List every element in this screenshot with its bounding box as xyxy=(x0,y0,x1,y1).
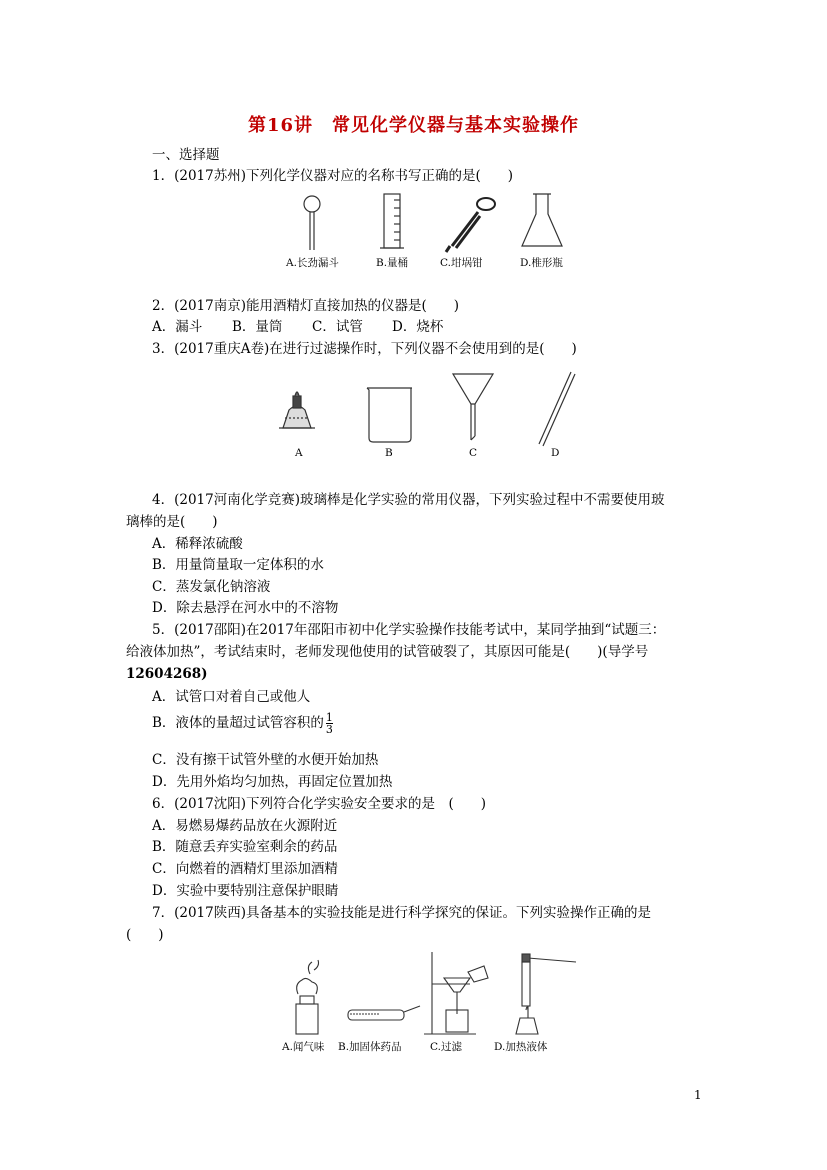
q4-stem-line2: 璃棒的是( ) xyxy=(126,514,218,530)
long-neck-funnel-icon xyxy=(304,196,320,250)
glass-rod-icon xyxy=(539,372,575,446)
q1-label-b: B.量桶 xyxy=(376,257,409,269)
q6-stem: 6．(2017沈阳)下列符合化学实验安全要求的是 ( ) xyxy=(152,796,487,812)
q7-label-a: A.闻气味 xyxy=(282,1041,325,1053)
q1-label-d: D.椎形瓶 xyxy=(520,257,563,269)
q3-label-d: D xyxy=(551,447,560,459)
q4-option-a: A．稀释浓硫酸 xyxy=(152,536,243,552)
filtration-apparatus-icon xyxy=(424,952,488,1034)
q5-stem-line2: 给液体加热”，考试结束时，老师发现他使用的试管破裂了，其原因可能是( )(导学号 xyxy=(126,644,649,660)
q5-stem-line1: 5．(2017邵阳)在2017年邵阳市初中化学实验操作技能考试中，某同学抽到“试题三： xyxy=(152,622,666,638)
q7-label-c: C.过滤 xyxy=(430,1041,462,1053)
q5-fraction xyxy=(326,712,333,735)
graduated-cylinder-icon xyxy=(380,194,404,248)
q3-label-b: B xyxy=(385,447,393,459)
q1-label-c: C.坩埚钳 xyxy=(440,257,483,269)
q1-stem: 1．(2017苏州)下列化学仪器对应的名称书写正确的是( ) xyxy=(152,168,514,184)
conical-flask-icon xyxy=(522,194,562,246)
test-tube-spatula-icon xyxy=(348,1006,420,1020)
q3-label-a: A xyxy=(295,447,303,459)
q2-option-a: A．漏斗 xyxy=(152,319,203,335)
heating-test-tube-icon xyxy=(516,954,576,1034)
q7-label-b: B.加固体药品 xyxy=(338,1041,402,1053)
smelling-bottle-icon xyxy=(296,960,319,1034)
q6-option-c: C．向燃着的酒精灯里添加酒精 xyxy=(152,861,338,877)
crucible-tongs-icon xyxy=(446,198,495,252)
q4-option-d: D．除去悬浮在河水中的不溶物 xyxy=(152,600,339,616)
q5-option-c: C．没有擦干试管外壁的水便开始加热 xyxy=(152,752,379,768)
q6-option-b: B．随意丢弃实验室剩余的药品 xyxy=(152,839,338,855)
q1-label-a: A.长劲漏斗 xyxy=(286,257,339,269)
q3-label-c: C xyxy=(469,447,478,459)
section-heading: 一、选择题 xyxy=(152,147,220,163)
q2-option-b: B．量筒 xyxy=(232,319,283,335)
q4-option-b: B．用量筒量取一定体积的水 xyxy=(152,557,324,573)
q5-fraction-numerator: 1 xyxy=(325,711,333,724)
q5-option-b xyxy=(152,712,333,735)
q7-label-d: D.加热液体 xyxy=(494,1041,548,1053)
q5-stem-line3: 12604268) xyxy=(126,666,208,682)
q6-option-a: A．易燃易爆药品放在火源附近 xyxy=(152,818,338,834)
beaker-icon xyxy=(367,388,412,442)
q1-figure xyxy=(280,190,580,272)
q7-stem-line1: 7．(2017陕西)具备基本的实验技能是进行科学探究的保证。下列实验操作正确的是 xyxy=(152,905,651,921)
q7-stem-line2: ( ) xyxy=(126,927,164,943)
q6-option-d: D．实验中要特别注意保护眼睛 xyxy=(152,883,339,899)
alcohol-lamp-icon xyxy=(279,392,315,428)
funnel-icon xyxy=(453,374,493,440)
q5-option-a: A．试管口对着自己或他人 xyxy=(152,689,311,705)
q2-option-d: D．烧杯 xyxy=(392,319,444,335)
q4-stem-line1: 4．(2017河南化学竞赛)玻璃棒是化学实验的常用仪器，下列实验过程中不需要使用玻 xyxy=(152,492,665,508)
q2-options xyxy=(152,318,443,336)
q5-option-b-text: B．液体的量超过试管容积的 xyxy=(152,715,324,731)
q3-figure xyxy=(275,366,585,461)
q5-fraction-denominator: 3 xyxy=(325,723,333,736)
q7-figure xyxy=(280,948,580,1056)
q2-stem: 2．(2017南京)能用酒精灯直接加热的仪器是( ) xyxy=(152,298,460,314)
page-number: 1 xyxy=(694,1088,702,1102)
q3-stem: 3．(2017重庆A卷)在进行过滤操作时，下列仪器不会使用到的是( ) xyxy=(152,341,577,357)
page-title: 第16讲 常见化学仪器与基本实验操作 xyxy=(247,115,580,136)
q5-option-d: D．先用外焰均匀加热，再固定位置加热 xyxy=(152,774,393,790)
q4-option-c: C．蒸发氯化钠溶液 xyxy=(152,579,271,595)
q2-option-c: C．试管 xyxy=(312,319,363,335)
